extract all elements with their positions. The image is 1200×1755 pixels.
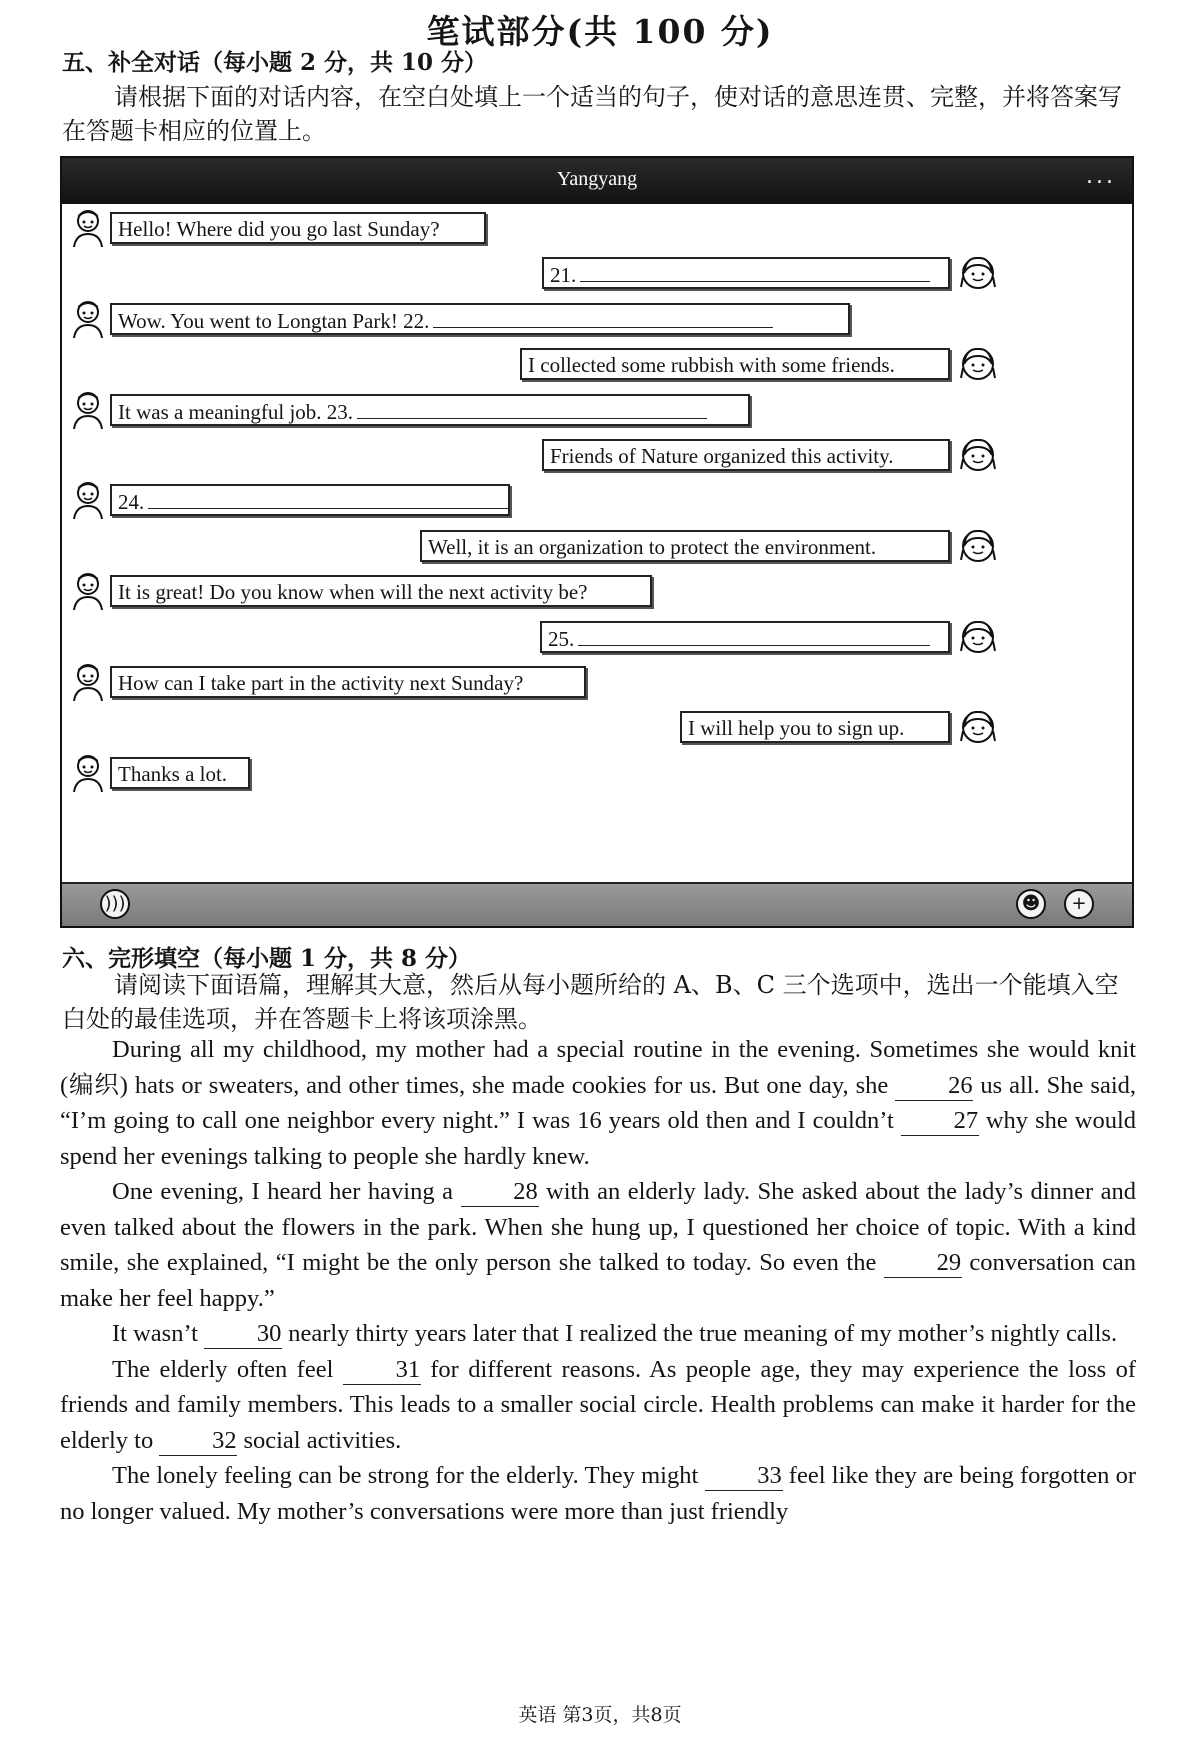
passage-text: social activities. xyxy=(243,1426,402,1454)
passage-text: feel like they are being forgotten or no longer valued. My mother’s conversations were more than just friendly xyxy=(60,1462,1137,1525)
boy-avatar-icon xyxy=(70,390,106,430)
page-footer: 英语 第3页，共8页 xyxy=(518,1704,682,1726)
message-bubble xyxy=(110,212,486,244)
answer-blank-line xyxy=(580,259,930,282)
message-text: Well, it is an organization to protect the environment. xyxy=(428,534,877,559)
girl-avatar-icon xyxy=(960,526,996,566)
boy-avatar-icon xyxy=(70,571,106,611)
blank-32: 32 xyxy=(159,1427,237,1456)
paragraph xyxy=(60,1458,1136,1529)
section5-heading: 五、补全对话（每小题 2 分，共 10 分） xyxy=(62,49,488,76)
section6-heading: 六、完形填空（每小题 1 分，共 8 分） xyxy=(62,945,472,972)
more-options-icon[interactable]: ... xyxy=(1086,164,1116,189)
blank-29: 29 xyxy=(884,1249,962,1278)
blank-28: 28 xyxy=(461,1178,539,1207)
chat-body xyxy=(62,204,1132,884)
message-text: Wow. You went to Longtan Park! 22. xyxy=(118,308,430,333)
message-bubble xyxy=(110,575,652,607)
paragraph xyxy=(60,1316,1136,1352)
message-text: Thanks a lot. xyxy=(118,761,228,786)
blank-message-bubble xyxy=(110,394,750,426)
blank-message-bubble xyxy=(110,484,510,516)
passage-text: us all. She said, “I’m going to call one neighbor every night.” I was 16 years old then and I couldn’t xyxy=(60,1071,1137,1134)
answer-blank-line xyxy=(433,305,773,328)
boy-avatar-icon xyxy=(70,299,106,339)
passage-text: conversation can make her feel happy.” xyxy=(60,1249,1136,1312)
message-bubble xyxy=(680,711,950,743)
message-text: I will help you to sign up. xyxy=(688,716,905,741)
paragraph xyxy=(60,1174,1136,1316)
boy-avatar-icon xyxy=(70,662,106,702)
chat-input-bar xyxy=(62,882,1132,926)
message-bubble xyxy=(110,757,250,789)
passage-text: During all my childhood, my mother had a special routine in the evening. Sometimes she would knit (编织) hats or sweaters, and other times, she made cookies for us. But one day, she xyxy=(60,1036,1136,1099)
passage-text: It wasn’t xyxy=(112,1320,198,1347)
message-bubble xyxy=(520,348,950,380)
passage-text: One evening, I heard her having a xyxy=(112,1178,453,1205)
girl-avatar-icon xyxy=(960,253,996,293)
blank-33: 33 xyxy=(705,1462,783,1491)
message-text: 21. xyxy=(550,263,577,288)
blank-message-bubble xyxy=(110,303,850,335)
blank-30: 30 xyxy=(204,1320,282,1349)
blank-message-bubble xyxy=(540,621,950,653)
paragraph xyxy=(60,1032,1136,1174)
blank-26: 26 xyxy=(895,1072,973,1101)
girl-avatar-icon xyxy=(960,344,996,384)
message-text: It is great! Do you know when will the next activity be? xyxy=(118,580,588,605)
girl-avatar-icon xyxy=(960,707,996,747)
answer-blank-line xyxy=(578,623,930,646)
passage-text: nearly thirty years later that I realized the true meaning of my mother’s nightly calls. xyxy=(288,1320,1118,1347)
blank-31: 31 xyxy=(343,1356,421,1385)
passage-text: The elderly often feel xyxy=(112,1355,334,1383)
passage-text: why she would spend her evenings talking to people she hardly knew. xyxy=(60,1107,1137,1170)
message-text: It was a meaningful job. 23. xyxy=(118,399,354,424)
message-text: 24. xyxy=(118,490,145,515)
paragraph xyxy=(60,1352,1136,1459)
section6-instruction: 请阅读下面语篇，理解其大意，然后从每小题所给的 A、B、C 三个选项中，选出一个能填入空白处的最佳选项，并在答题卡上将该项涂黑。 xyxy=(62,971,1119,1033)
girl-avatar-icon xyxy=(960,617,996,657)
boy-avatar-icon xyxy=(70,753,106,793)
answer-blank-line xyxy=(357,396,707,419)
blank-message-bubble xyxy=(542,257,950,289)
boy-avatar-icon xyxy=(70,208,106,248)
chat-window xyxy=(60,156,1134,928)
passage-text: for different reasons. As people age, they may experience the loss of friends and family members. This leads to a smaller social circle. Health problems can make it harder for the elderly to xyxy=(60,1355,1137,1454)
message-bubble xyxy=(110,666,586,698)
plus-icon[interactable]: + xyxy=(1064,889,1094,919)
message-bubble xyxy=(542,439,950,471)
cloze-passage xyxy=(60,1032,1136,1529)
message-text: Friends of Nature organized this activity. xyxy=(550,444,894,468)
boy-avatar-icon xyxy=(70,480,106,520)
voice-icon[interactable]: ))) xyxy=(100,889,130,919)
passage-text: with an elderly lady. She asked about the lady’s dinner and even talked about the flowers in the park. When she hung up, I questioned her choice of topic. With a kind smile, she explained, “I might be the only person she talked to today. So even the xyxy=(60,1178,1136,1276)
message-text: Hello! Where did you go last Sunday? xyxy=(118,217,440,241)
section5-instruction: 请根据下面的对话内容，在空白处填上一个适当的句子，使对话的意思连贯、完整，并将答案写在答题卡相应的位置上。 xyxy=(62,83,1122,145)
passage-text: The lonely feeling can be strong for the elderly. They might xyxy=(112,1462,699,1489)
emoji-icon[interactable]: ☻ xyxy=(1016,889,1046,919)
message-bubble xyxy=(420,530,950,562)
answer-blank-line xyxy=(148,486,508,509)
message-text: I collected some rubbish with some friends. xyxy=(528,353,895,378)
chat-title: Yangyang xyxy=(556,168,638,190)
message-text: 25. xyxy=(548,626,575,651)
blank-27: 27 xyxy=(901,1107,979,1136)
girl-avatar-icon xyxy=(960,435,996,475)
page-title: 笔试部分(共 100 分) xyxy=(426,12,774,51)
chat-titlebar xyxy=(62,158,1132,204)
message-text: How can I take part in the activity next Sunday? xyxy=(118,671,524,695)
